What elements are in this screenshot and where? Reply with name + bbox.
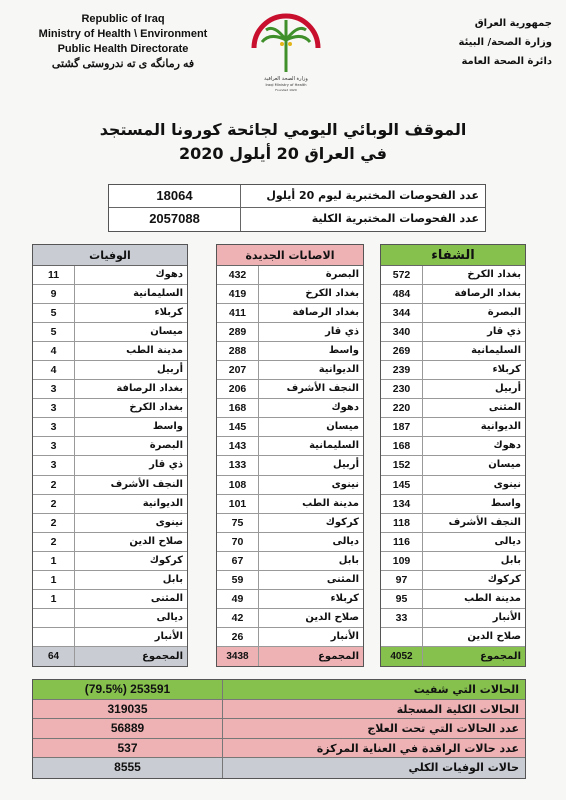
table-row (33, 533, 187, 552)
row-province: بغداد الكرخ (129, 402, 183, 414)
table-row (33, 304, 187, 323)
title-line-2: في العراق 20 أيلول 2020 (179, 144, 387, 163)
row-value (381, 628, 423, 646)
row-value: 152 (381, 456, 423, 474)
table-row (33, 285, 187, 304)
row-province: ذي قار (325, 326, 359, 338)
deaths-rows (33, 266, 187, 647)
table-row (217, 609, 363, 628)
row-value: 340 (381, 323, 423, 341)
table-row (217, 437, 363, 456)
summary-row-total-cases (33, 700, 525, 720)
table-row (217, 266, 363, 285)
summary-value: (79.5%) 253591 (33, 680, 223, 699)
row-province: أربيل (333, 459, 359, 471)
row-province: نينوى (155, 516, 183, 528)
summary-row-under-treatment (33, 719, 525, 739)
row-province: الديوانية (318, 364, 359, 376)
row-province: ديالى (494, 535, 521, 547)
row-province: الأنبار (330, 630, 359, 642)
table-row (217, 304, 363, 323)
row-province: صلاح الدين (467, 630, 521, 642)
table-row (217, 361, 363, 380)
table-row (381, 476, 525, 495)
row-value: 145 (381, 476, 423, 494)
table-row (217, 590, 363, 609)
row-province: بابل (162, 573, 183, 585)
row-province: البصرة (149, 440, 183, 452)
row-province: واسط (152, 421, 183, 433)
logo-arabic-caption: وزارة الصحة العراقية (264, 76, 308, 82)
table-row (381, 571, 525, 590)
row-province: بغداد الكرخ (467, 269, 521, 280)
table-row (381, 514, 525, 533)
recovered-rows (381, 266, 525, 647)
row-value: 344 (381, 304, 423, 322)
table-row (33, 399, 187, 418)
row-province: الديوانية (142, 497, 183, 509)
table-row (33, 514, 187, 533)
row-value: 9 (33, 285, 75, 303)
row-province: ميسان (150, 326, 183, 338)
row-province: أربيل (495, 383, 521, 395)
table-row (381, 609, 525, 628)
row-province: ديالى (156, 611, 183, 623)
row-province: السليمانية (309, 440, 359, 452)
deaths-total-row (33, 647, 187, 666)
row-province: واسط (328, 345, 359, 357)
row-value: 419 (217, 285, 259, 303)
row-value: 2 (33, 495, 75, 513)
table-row (217, 399, 363, 418)
tests-row (109, 185, 485, 208)
row-value: 3 (33, 437, 75, 455)
row-value: 118 (381, 514, 423, 532)
table-row (217, 456, 363, 475)
row-province: النجف الأشرف (110, 478, 183, 490)
row-value: 1 (33, 590, 75, 608)
header-english-block (38, 12, 208, 72)
table-row (217, 571, 363, 590)
row-province: واسط (490, 497, 521, 509)
row-province: المثنى (326, 573, 359, 585)
row-province: بابل (338, 554, 359, 566)
summary-row-icu (33, 739, 525, 759)
new-cases-rows (217, 266, 363, 647)
row-value: 26 (217, 628, 259, 646)
table-row (381, 380, 525, 399)
table-row (381, 533, 525, 552)
row-province: دهوك (331, 402, 359, 414)
row-value: 220 (381, 399, 423, 417)
ministry-logo (240, 2, 332, 94)
summary-row-recovered (33, 680, 525, 700)
summary-value: 537 (33, 739, 223, 758)
summary-label: حالات الوفيات الكلي (408, 761, 519, 774)
table-row (33, 609, 187, 628)
row-province: مدينة الطب (126, 345, 183, 357)
row-province: الديوانية (480, 421, 521, 433)
row-province: المثنى (150, 592, 183, 604)
deaths-table (32, 244, 188, 667)
table-row (33, 266, 187, 285)
row-province: ميسان (326, 421, 359, 433)
table-row (217, 552, 363, 571)
new-cases-total-label: المجموع (318, 650, 359, 662)
new-cases-table (216, 244, 364, 667)
row-province: كركوك (325, 516, 359, 528)
row-value: 3 (33, 399, 75, 417)
row-province: مدينة الطب (464, 592, 521, 604)
table-row (33, 342, 187, 361)
row-value: 143 (217, 437, 259, 455)
table-row (33, 571, 187, 590)
row-value: 109 (381, 552, 423, 570)
row-value: 207 (217, 361, 259, 379)
tests-row (109, 208, 485, 231)
header-english-line: Public Health Directorate (57, 43, 189, 55)
table-row (217, 418, 363, 437)
row-value: 168 (381, 437, 423, 455)
table-row (33, 590, 187, 609)
row-province: بغداد الرصافة (454, 288, 521, 300)
row-value: 97 (381, 571, 423, 589)
table-row (33, 380, 187, 399)
row-province: البصرة (487, 307, 521, 319)
table-row (381, 285, 525, 304)
summary-label: عدد الحالات التي تحت العلاج (367, 722, 519, 735)
row-value: 59 (217, 571, 259, 589)
table-row (33, 361, 187, 380)
row-province: الأنبار (154, 630, 183, 642)
summary-label: الحالات التي شفيت (413, 683, 519, 696)
table-row (381, 266, 525, 285)
row-value: 3 (33, 380, 75, 398)
table-row (33, 437, 187, 456)
header-arabic-line: وزارة الصحة/ البيئة (458, 37, 552, 48)
row-value: 116 (381, 533, 423, 551)
header-english-line: Ministry of Health \ Environment (38, 28, 208, 40)
table-row (217, 285, 363, 304)
row-province: بغداد الكرخ (305, 288, 359, 300)
row-value: 239 (381, 361, 423, 379)
row-province: بغداد الرصافة (292, 307, 359, 319)
table-row (33, 495, 187, 514)
row-value: 42 (217, 609, 259, 627)
summary-value: 319035 (33, 700, 223, 719)
row-value: 5 (33, 304, 75, 322)
row-value: 49 (217, 590, 259, 608)
table-row (217, 323, 363, 342)
row-value: 2 (33, 533, 75, 551)
row-province: ميسان (488, 459, 521, 471)
palm-tree-icon (262, 20, 310, 72)
table-row (381, 456, 525, 475)
logo-founded-caption: Founded 1920 (275, 88, 297, 92)
recovered-total-row (381, 647, 525, 666)
row-province: السليمانية (471, 345, 521, 357)
table-row (381, 399, 525, 418)
row-province: نينوى (331, 478, 359, 490)
recovered-table (380, 244, 526, 667)
row-value: 95 (381, 590, 423, 608)
table-row (381, 342, 525, 361)
table-row (217, 514, 363, 533)
tests-daily-label: عدد الفحوصات المختبرية ليوم 20 أيلول (266, 189, 479, 202)
row-value: 5 (33, 323, 75, 341)
tests-total-value: 2057088 (109, 208, 241, 231)
row-value: 75 (217, 514, 259, 532)
row-value: 70 (217, 533, 259, 551)
table-row (217, 495, 363, 514)
row-value (33, 609, 75, 627)
table-row (381, 495, 525, 514)
row-province: ذي قار (149, 459, 183, 471)
recovered-total-label: المجموع (480, 650, 521, 662)
tests-daily-value: 18064 (109, 185, 241, 207)
deaths-total-label: المجموع (142, 650, 183, 662)
summary-row-total-deaths (33, 758, 525, 778)
recovered-total-value: 4052 (381, 647, 423, 666)
row-value: 2 (33, 514, 75, 532)
row-province: النجف الأشرف (448, 516, 521, 528)
tests-table (108, 184, 486, 232)
summary-label: الحالات الكلية المسجلة (396, 702, 519, 716)
table-row (217, 533, 363, 552)
row-value (33, 628, 75, 646)
header-kurdish-line: فه رمانگه ی ته ندروستی گشتی (51, 58, 195, 70)
deaths-total-value: 64 (33, 647, 75, 666)
row-province: كركوك (487, 573, 521, 585)
page-title (90, 118, 476, 166)
tests-total-label: عدد الفحوصات المختبرية الكلية (311, 212, 479, 225)
row-province: كربلاء (154, 307, 183, 319)
row-province: كربلاء (492, 364, 521, 376)
row-value: 4 (33, 361, 75, 379)
table-row (217, 342, 363, 361)
row-province: بابل (500, 554, 521, 566)
table-row (33, 323, 187, 342)
row-value: 2 (33, 476, 75, 494)
recovered-header: الشفاء (381, 245, 525, 266)
row-value: 1 (33, 552, 75, 570)
summary-value: 8555 (33, 758, 223, 778)
row-province: نينوى (493, 478, 521, 490)
row-province: ديالى (332, 535, 359, 547)
table-row (33, 456, 187, 475)
row-value: 206 (217, 380, 259, 398)
row-value: 108 (217, 476, 259, 494)
table-row (33, 552, 187, 571)
row-province: مدينة الطب (302, 497, 359, 509)
new-cases-header: الاصابات الجديدة (217, 245, 363, 266)
row-province: صلاح الدين (305, 611, 359, 623)
row-value: 288 (217, 342, 259, 360)
table-row (217, 380, 363, 399)
deaths-header: الوفيات (33, 245, 187, 266)
table-row (217, 476, 363, 495)
table-row (381, 418, 525, 437)
row-province: دهوك (493, 440, 521, 452)
row-value: 432 (217, 266, 259, 284)
row-province: النجف الأشرف (286, 383, 359, 395)
new-cases-total-value: 3438 (217, 647, 259, 666)
row-value: 572 (381, 266, 423, 284)
table-row (33, 418, 187, 437)
row-province: السليمانية (133, 288, 183, 300)
table-row (217, 628, 363, 647)
row-value: 33 (381, 609, 423, 627)
row-value: 289 (217, 323, 259, 341)
new-cases-total-row (217, 647, 363, 666)
row-value: 145 (217, 418, 259, 436)
row-value: 230 (381, 380, 423, 398)
logo-english-caption: Iraqi Ministry of Health (265, 83, 307, 87)
row-province: دهوك (155, 269, 183, 280)
row-province: بغداد الرصافة (116, 383, 183, 395)
title-line-1: الموقف الوبائي اليومي لجائحة كورونا المستجد (99, 120, 467, 139)
row-value: 134 (381, 495, 423, 513)
row-value: 1 (33, 571, 75, 589)
summary-table (32, 679, 526, 779)
row-province: المثنى (488, 402, 521, 414)
row-value: 101 (217, 495, 259, 513)
row-value: 67 (217, 552, 259, 570)
row-value: 411 (217, 304, 259, 322)
row-province: كركوك (149, 554, 183, 566)
row-province: كربلاء (330, 592, 359, 604)
row-province: البصرة (325, 269, 359, 280)
row-value: 187 (381, 418, 423, 436)
table-row (381, 304, 525, 323)
table-row (381, 552, 525, 571)
row-province: ذي قار (487, 326, 521, 338)
row-value: 3 (33, 418, 75, 436)
table-row (381, 590, 525, 609)
row-province: الأنبار (492, 611, 521, 623)
header-arabic-line: دائرة الصحة العامة (461, 56, 552, 67)
row-value: 3 (33, 456, 75, 474)
row-value: 269 (381, 342, 423, 360)
table-row (381, 323, 525, 342)
row-value: 168 (217, 399, 259, 417)
summary-value: 56889 (33, 719, 223, 738)
row-value: 11 (33, 266, 75, 284)
row-province: صلاح الدين (129, 535, 183, 547)
table-row (381, 628, 525, 647)
summary-label: عدد حالات الراقدة في العناية المركزة (316, 741, 519, 755)
header-english-line: Republic of Iraq (81, 13, 165, 25)
header-arabic-block (422, 14, 552, 71)
table-row (381, 361, 525, 380)
table-row (33, 476, 187, 495)
table-row (381, 437, 525, 456)
row-value: 4 (33, 342, 75, 360)
header-arabic-line: جمهورية العراق (474, 18, 552, 29)
table-row (33, 628, 187, 647)
row-province: أربيل (157, 364, 183, 376)
row-value: 484 (381, 285, 423, 303)
row-value: 133 (217, 456, 259, 474)
